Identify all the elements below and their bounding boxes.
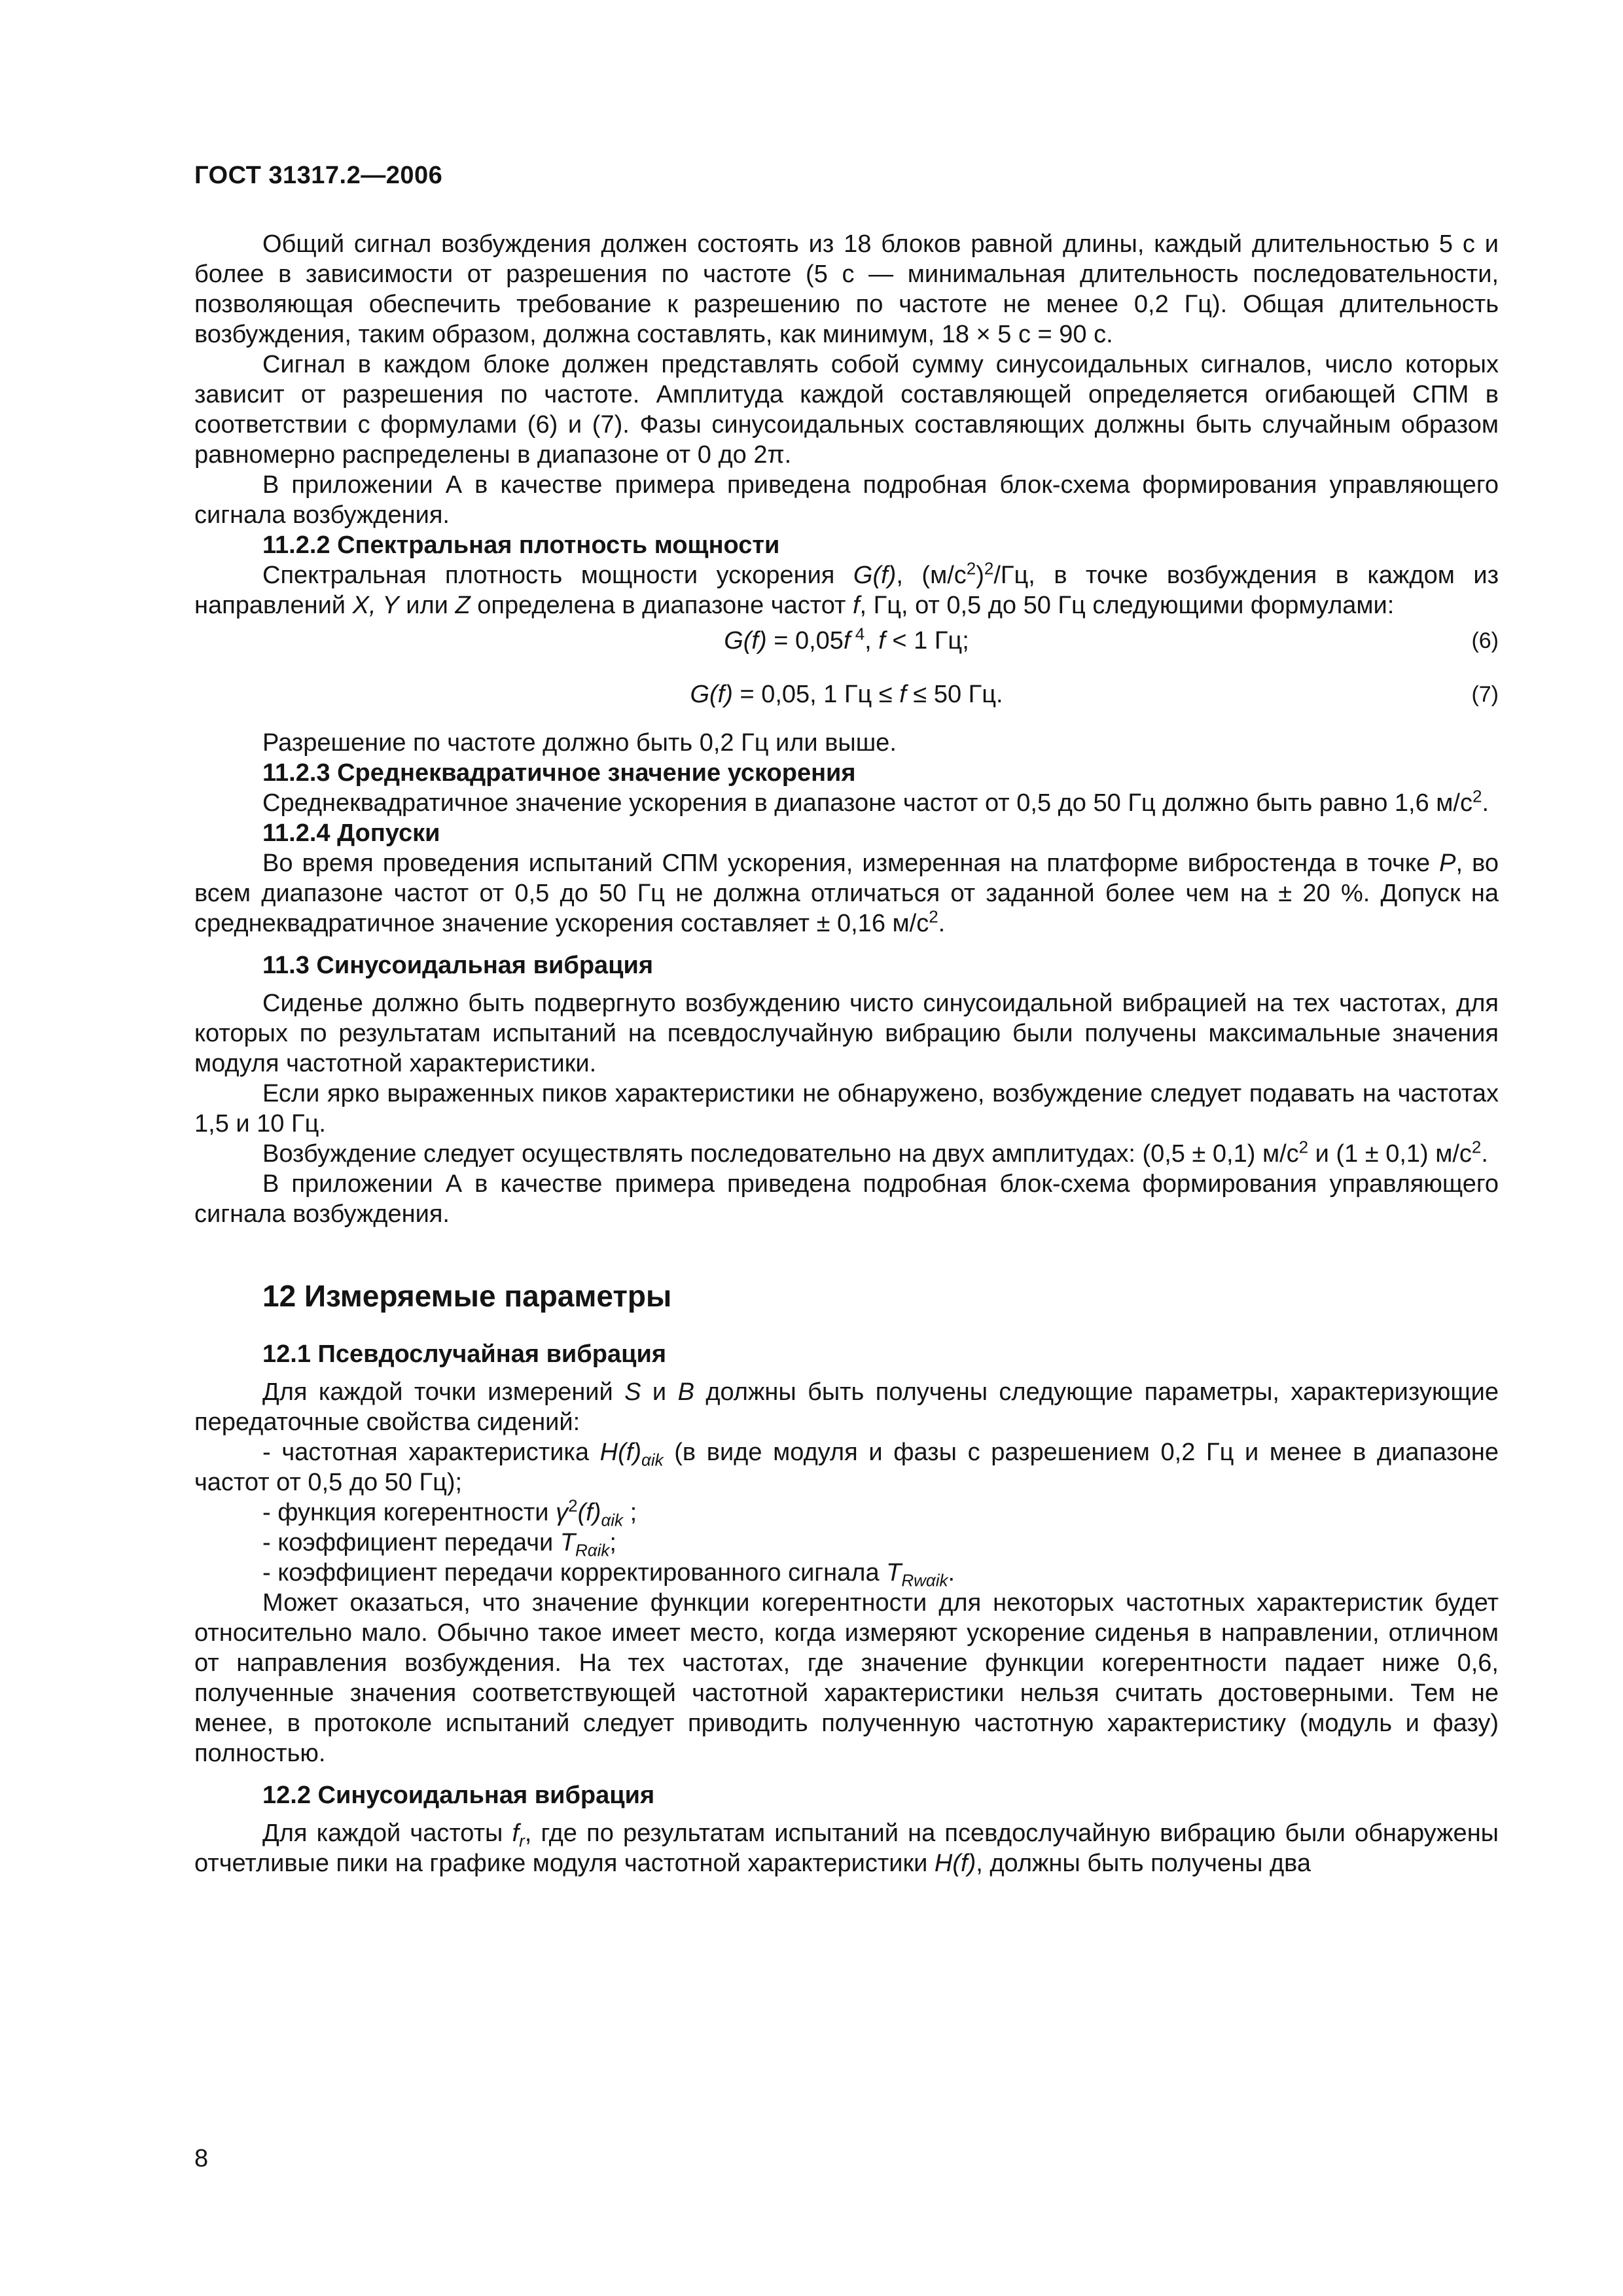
paragraph: Для каждой точки измерений S и B должны быть получены следующие параметры, характеризующие передаточные свойства сидений: bbox=[194, 1378, 1499, 1436]
paragraph: Может оказаться, что значение функции когерентности для некоторых частотных характеристик будет относительно мало. Обычно такое имеет место, когда измеряют ускорение сиденья в направлении, отличном от направления возбуждения. На тех частотах, где значение функции когерентности падает ниже 0,6, полученные значения соответствующей частотной характеристики нельзя считать достоверными. Тем не менее, в протоколе испытаний следует приводить полученную частотную характеристику (модуль и фазу) полностью. bbox=[194, 1589, 1499, 1767]
page-number: 8 bbox=[194, 2145, 209, 2172]
paragraph: В приложении А в качестве примера приведена подробная блок-схема формирования управляющего сигнала возбуждения. bbox=[194, 1170, 1499, 1228]
paragraph: Разрешение по частоте должно быть 0,2 Гц или выше. bbox=[262, 729, 897, 757]
section-heading-12: 12 Измеряемые параметры bbox=[262, 1279, 672, 1313]
formula-6: G(f) = 0,05f $^4$, f < 1 Гц; (6) bbox=[724, 624, 1499, 655]
section-heading-11-3: 11.3 Синусоидальная вибрация bbox=[262, 952, 654, 979]
list-item: - коэффициент передачи корректированного сигнала $T_{Rw\alpha ik}$. bbox=[262, 1559, 955, 1590]
formula-number: (6) bbox=[1471, 628, 1499, 653]
section-heading-12-1: 12.1 Псевдослучайная вибрация bbox=[262, 1340, 666, 1368]
paragraph: Общий сигнал возбуждения должен состоять из 18 блоков равной длины, каждый длительностью 5 с и более в зависимости от разрешения по частоте (5 с — минимальная длительность последовательности, позволяющая обеспечить требование к разрешению по частоте не менее 0,2 Гц). Общая длительность возбуждения, таким образом, должна составлять, как минимум, 18 × 5 с = 90 с. bbox=[194, 230, 1499, 348]
paragraph: Возбуждение следует осуществлять последовательно на двух амплитудах: (0,5 ± 0,1) $м/с^2$ и (1 ± 0,1) $м/с^2$. bbox=[262, 1137, 1488, 1168]
page-body bbox=[194, 229, 1499, 1878]
paragraph: Если ярко выраженных пиков характеристики не обнаружено, возбуждение следует подавать на частотах 1,5 и 10 Гц. bbox=[194, 1080, 1499, 1138]
paragraph: Спектральная плотность мощности ускорения G(f), $(м/с^2)^2/Гц$, в точке возбуждения в каждом из направлений X, Y или Z определена в диапазоне частот f, Гц, от 0,5 до 50 Гц следующими формулами: bbox=[194, 558, 1499, 619]
list-item: - коэффициент передачи $T_{R\alpha ik}$; bbox=[262, 1529, 616, 1560]
paragraph: В приложении А в качестве примера приведена подробная блок-схема формирования управляющего сигнала возбуждения. bbox=[194, 471, 1499, 529]
paragraph: Во время проведения испытаний СПМ ускорения, измеренная на платформе вибростенда в точке P, во всем диапазоне частот от 0,5 до 50 Гц не должна отличаться от заданной более чем на ± 20 %. Допуск на среднеквадратичное значение ускорения составляет ± 0,16 $м/с^2$. bbox=[194, 850, 1499, 937]
paragraph: Среднеквадратичное значение ускорения в диапазоне частот от 0,5 до 50 Гц должно быть равно 1,6 $м/с^2$. bbox=[262, 786, 1489, 817]
section-heading-11-2-3: 11.2.3 Среднеквадратичное значение ускорения bbox=[262, 759, 856, 787]
list-item: - функция когерентности $\gamma^2(f)_{\alpha ik}$ ; bbox=[262, 1496, 637, 1530]
paragraph: Сигнал в каждом блоке должен представлять собой сумму синусоидальных сигналов, число которых зависит от разрешения по частоте. Амплитуда каждой составляющей определяется огибающей СПМ в соответствии с формулами (6) и (7). Фазы синусоидальных составляющих должны быть случайным образом равномерно распределены в диапазоне от 0 до 2π. bbox=[194, 351, 1499, 469]
document-header: ГОСТ 31317.2—2006 bbox=[194, 162, 443, 189]
list-item: - частотная характеристика $H(f)_{\alpha ik}$ (в виде модуля и фазы с разрешением 0,2 Гц и менее в диапазоне частот от 0,5 до 50 Гц); bbox=[194, 1439, 1499, 1496]
section-heading-11-2-2: 11.2.2 Спектральная плотность мощности bbox=[262, 531, 780, 559]
section-heading-11-2-4: 11.2.4 Допуски bbox=[262, 819, 440, 847]
section-heading-12-2: 12.2 Синусоидальная вибрация bbox=[262, 1782, 655, 1809]
paragraph: Сиденье должно быть подвергнуто возбуждению чисто синусоидальной вибрацией на тех частотах, для которых по результатам испытаний на псевдослучайную вибрацию были получены максимальные значения модуля частотной характеристики. bbox=[194, 990, 1499, 1077]
formula-number: (7) bbox=[1471, 682, 1499, 707]
paragraph: Для каждой частоты $f_r$, где по результатам испытаний на псевдослучайную вибрацию были обнаружены отчетливые пики на графике модуля частотной характеристики H(f), должны быть получены два bbox=[194, 1820, 1499, 1877]
formula-7: G(f) = 0,05, 1 Гц ≤ f ≤ 50 Гц. (7) bbox=[690, 681, 1499, 708]
